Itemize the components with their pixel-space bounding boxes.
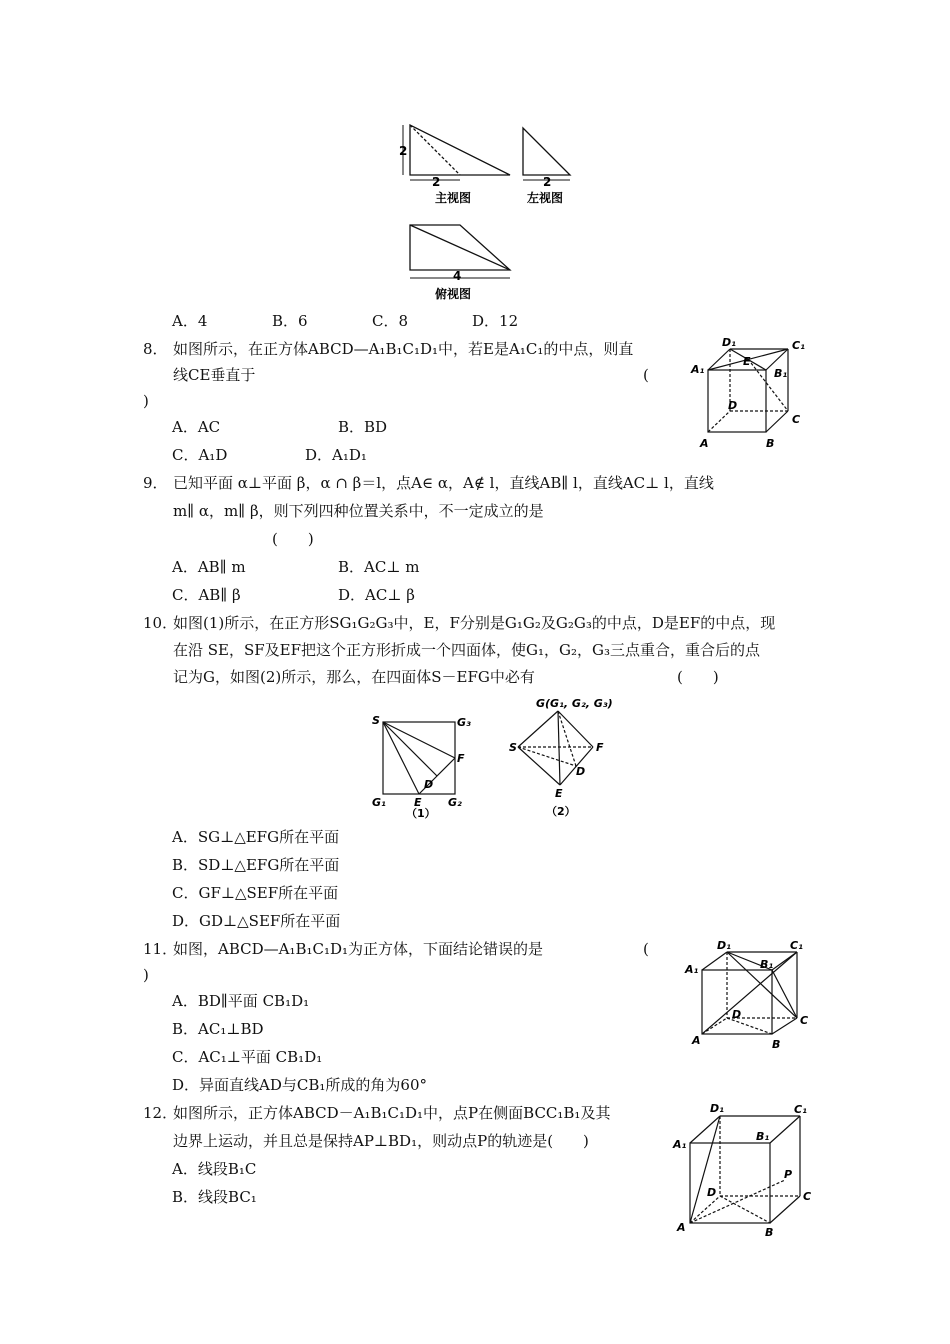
q12-label-a1: A₁ bbox=[673, 1138, 687, 1151]
q9-option-a: A．AB∥ m bbox=[172, 558, 246, 576]
q11-label-d: D bbox=[732, 1008, 742, 1021]
q11-label-c1: C₁ bbox=[790, 939, 803, 952]
q12-label-p: P bbox=[784, 1168, 793, 1181]
q10-line-2: 在沿 SE，SF及EF把这个正方形折成一个四面体，使G₁，G₂，G₃三点重合，重合后的点 bbox=[173, 641, 761, 659]
q11-cube-figure bbox=[682, 938, 812, 1050]
q11-option-c: C．AC₁⊥平面 CB₁D₁ bbox=[172, 1048, 323, 1066]
side-view-label: 左视图 bbox=[527, 191, 564, 205]
q7-option-a: A．4 bbox=[172, 312, 208, 330]
q7-option-d: D．12 bbox=[472, 312, 519, 330]
q10-paren: ( ) bbox=[677, 668, 719, 686]
q10-figure-2 bbox=[510, 695, 630, 820]
q8-option-b: B．BD bbox=[338, 418, 388, 436]
q10-option-c: C．GF⊥△SEF所在平面 bbox=[172, 884, 339, 902]
q7-option-b: B．6 bbox=[272, 312, 308, 330]
q11-label-a1: A₁ bbox=[685, 963, 699, 976]
q8-label-a: A bbox=[700, 437, 709, 450]
front-view-label: 主视图 bbox=[435, 191, 472, 205]
q12-label-d1: D₁ bbox=[710, 1102, 724, 1115]
q12-label-b1: B₁ bbox=[756, 1130, 770, 1143]
q12-label-c1: C₁ bbox=[794, 1103, 807, 1116]
q12-line-2: 边界上运动，并且总是保持AP⊥BD₁，则动点P的轨迹是( ) bbox=[173, 1132, 589, 1150]
q10f1-label-s: S bbox=[372, 714, 380, 727]
q8-option-d: D．A₁D₁ bbox=[305, 446, 367, 464]
q8-label-d: D bbox=[728, 399, 738, 412]
front-width-dim: 2 bbox=[432, 175, 441, 189]
q11-line-1: 如图，ABCD—A₁B₁C₁D₁为正方体，下面结论错误的是 bbox=[173, 940, 544, 958]
q8-label-a1: A₁ bbox=[691, 363, 705, 376]
side-width-dim: 2 bbox=[543, 175, 552, 189]
q10-line-3: 记为G，如图(2)所示，那么，在四面体S－EFG中必有 bbox=[173, 668, 535, 686]
q12-label-c: C bbox=[803, 1190, 812, 1203]
q12-number: 12． bbox=[143, 1104, 178, 1122]
q8-line-1: 如图所示，在正方体ABCD—A₁B₁C₁D₁中，若E是A₁C₁的中点，则直 bbox=[173, 340, 634, 358]
q12-option-b: B．线段BC₁ bbox=[172, 1188, 257, 1206]
q10-number: 10． bbox=[143, 614, 178, 632]
q11-paren-close: ) bbox=[143, 966, 149, 984]
q11-label-d1: D₁ bbox=[717, 939, 731, 952]
q12-option-a: A．线段B₁C bbox=[172, 1160, 257, 1178]
q10-figure-1 bbox=[368, 712, 471, 820]
q7-three-view-figure bbox=[395, 120, 595, 305]
q9-line-1: 已知平面 α⊥平面 β，α ∩ β＝l，点A∈ α，A∉ l，直线AB∥ l，直线AC⊥ l，直线 bbox=[173, 474, 714, 492]
side-view bbox=[523, 128, 570, 180]
q8-line-2: 线CE垂直于 bbox=[173, 366, 256, 384]
q12-label-a: A bbox=[677, 1221, 686, 1234]
q8-option-a: A．AC bbox=[172, 418, 221, 436]
q9-option-b: B．AC⊥ m bbox=[338, 558, 420, 576]
q11-label-a: A bbox=[692, 1034, 701, 1047]
q12-label-d: D bbox=[707, 1186, 717, 1199]
q8-label-b: B bbox=[766, 437, 775, 450]
q10f1-label-e: E bbox=[414, 796, 422, 809]
q8-number: 8． bbox=[143, 340, 168, 358]
q11-option-b: B．AC₁⊥BD bbox=[172, 1020, 264, 1038]
q8-label-b1: B₁ bbox=[774, 367, 788, 380]
q10f1-label-g1: G₁ bbox=[372, 796, 386, 809]
q10f2-label-e: E bbox=[555, 787, 563, 800]
q10f1-label-d: D bbox=[424, 778, 434, 791]
q8-label-c1: C₁ bbox=[792, 339, 805, 352]
q9-option-c: C．AB∥ β bbox=[172, 586, 241, 604]
q10f2-label-f: F bbox=[596, 741, 604, 754]
q12-line-1: 如图所示，正方体ABCD－A₁B₁C₁D₁中，点P在侧面BCC₁B₁及其 bbox=[173, 1104, 611, 1122]
q9-number: 9． bbox=[143, 474, 168, 492]
q11-label-b1: B₁ bbox=[760, 958, 774, 971]
q10-figure-2-caption: （2） bbox=[546, 805, 576, 818]
q12-label-b: B bbox=[765, 1226, 774, 1239]
q10-option-d: D．GD⊥△SEF所在平面 bbox=[172, 912, 341, 930]
q10-option-a: A．SG⊥△EFG所在平面 bbox=[172, 828, 340, 846]
q10f1-label-g3: G₃ bbox=[457, 716, 471, 729]
q8-paren-open: ( bbox=[643, 366, 649, 384]
top-width-dim: 4 bbox=[453, 269, 462, 283]
q9-line-2: m∥ α，m∥ β，则下列四种位置关系中，不一定成立的是 bbox=[173, 502, 544, 520]
q8-option-c: C．A₁D bbox=[172, 446, 228, 464]
q10f1-label-f: F bbox=[457, 752, 465, 765]
q8-label-e: E bbox=[743, 355, 751, 368]
q8-label-d1: D₁ bbox=[722, 336, 736, 349]
q10f2-label-g: G(G₁, G₂, G₃) bbox=[536, 697, 613, 710]
front-view bbox=[403, 125, 510, 180]
q12-cube-figure bbox=[672, 1098, 817, 1238]
top-view-label: 俯视图 bbox=[435, 287, 472, 301]
q10-option-b: B．SD⊥△EFG所在平面 bbox=[172, 856, 340, 874]
q9-paren: ( ) bbox=[272, 530, 314, 548]
q7-option-c: C．8 bbox=[372, 312, 409, 330]
q11-option-d: D．异面直线AD与CB₁所成的角为60° bbox=[172, 1076, 427, 1094]
front-height-dim: 2 bbox=[399, 144, 408, 158]
q9-option-d: D．AC⊥ β bbox=[338, 586, 415, 604]
q11-label-c: C bbox=[800, 1014, 809, 1027]
q11-option-a: A．BD∥平面 CB₁D₁ bbox=[172, 992, 310, 1010]
q10-line-1: 如图(1)所示，在正方形SG₁G₂G₃中，E，F分别是G₁G₂及G₂G₃的中点，D是EF的中点，现 bbox=[173, 614, 776, 632]
q10f1-label-g2: G₂ bbox=[448, 796, 462, 809]
q8-cube-figure bbox=[688, 335, 818, 455]
q8-paren-close: ) bbox=[143, 392, 149, 410]
q11-paren-open: ( bbox=[643, 940, 649, 958]
q10f2-label-d: D bbox=[576, 765, 586, 778]
q11-label-b: B bbox=[772, 1038, 781, 1051]
q8-label-c: C bbox=[792, 413, 801, 426]
q11-number: 11． bbox=[143, 940, 178, 958]
q10f2-label-s: S bbox=[509, 741, 517, 754]
q10-figure-1-caption: （1） bbox=[406, 807, 436, 820]
